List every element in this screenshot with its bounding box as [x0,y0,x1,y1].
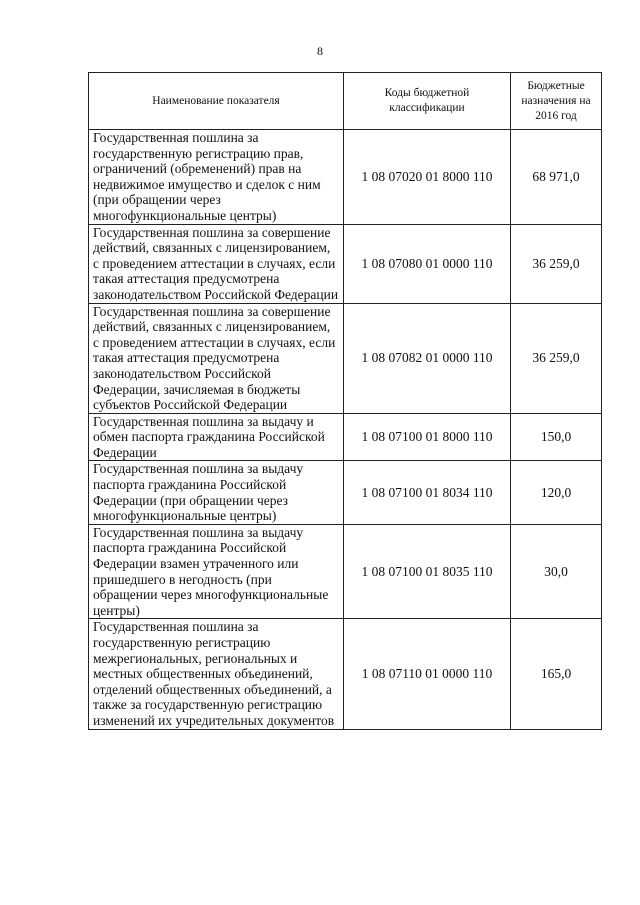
row-amount: 36 259,0 [511,224,602,303]
table-row [89,461,602,524]
table-row [89,130,602,225]
row-name: Государственная пошлина за совершение действий, связанных с лицензированием, с проведением аттестации в случаях, если такая аттестация предусмотрена законодательством Российской Федерации, зачисляемая в бюджеты субъектов Российской Федерации [89,303,344,413]
row-name: Государственная пошлина за государственную регистрацию межрегиональных, региональных и местных общественных объединений, отделений общественных объединений, а также за государственную регистрацию изменений их учредительных документов [89,619,344,729]
row-amount: 120,0 [511,461,602,524]
row-code: 1 08 07100 01 8034 110 [344,461,511,524]
row-code: 1 08 07110 01 0000 110 [344,619,511,729]
row-code: 1 08 07020 01 8000 110 [344,130,511,225]
row-amount: 36 259,0 [511,303,602,413]
row-code: 1 08 07100 01 8000 110 [344,413,511,461]
row-amount: 68 971,0 [511,130,602,225]
table-row [89,413,602,461]
row-amount: 30,0 [511,524,602,619]
table-row [89,224,602,303]
row-code: 1 08 07082 01 0000 110 [344,303,511,413]
row-name: Государственная пошлина за государственную регистрацию прав, ограничений (обременений) прав на недвижимое имущество и сделок с ним (при обращении через многофункциональные центры) [89,130,344,225]
row-name: Государственная пошлина за выдачу и обмен паспорта гражданина Российской Федерации [89,413,344,461]
row-name: Государственная пошлина за совершение действий, связанных с лицензированием, с проведением аттестации в случаях, если такая аттестация предусмотрена законодательством Российской Федерации [89,224,344,303]
row-amount: 150,0 [511,413,602,461]
row-name: Государственная пошлина за выдачу паспорта гражданина Российской Федерации (при обращении через многофункциональные центры) [89,461,344,524]
row-code: 1 08 07100 01 8035 110 [344,524,511,619]
table-row [89,619,602,729]
table-row [89,303,602,413]
row-code: 1 08 07080 01 0000 110 [344,224,511,303]
page-number: 8 [317,44,323,58]
header-name: Наименование показателя [89,73,344,130]
budget-table [88,72,602,730]
header-code: Коды бюджетной классификации [344,73,511,130]
table-header-row [89,73,602,130]
header-amount: Бюджетные назначения на 2016 год [511,73,602,130]
table-row [89,524,602,619]
row-amount: 165,0 [511,619,602,729]
row-name: Государственная пошлина за выдачу паспорта гражданина Российской Федерации взамен утраченного или пришедшего в негодность (при обращении через многофункциональные центры) [89,524,344,619]
